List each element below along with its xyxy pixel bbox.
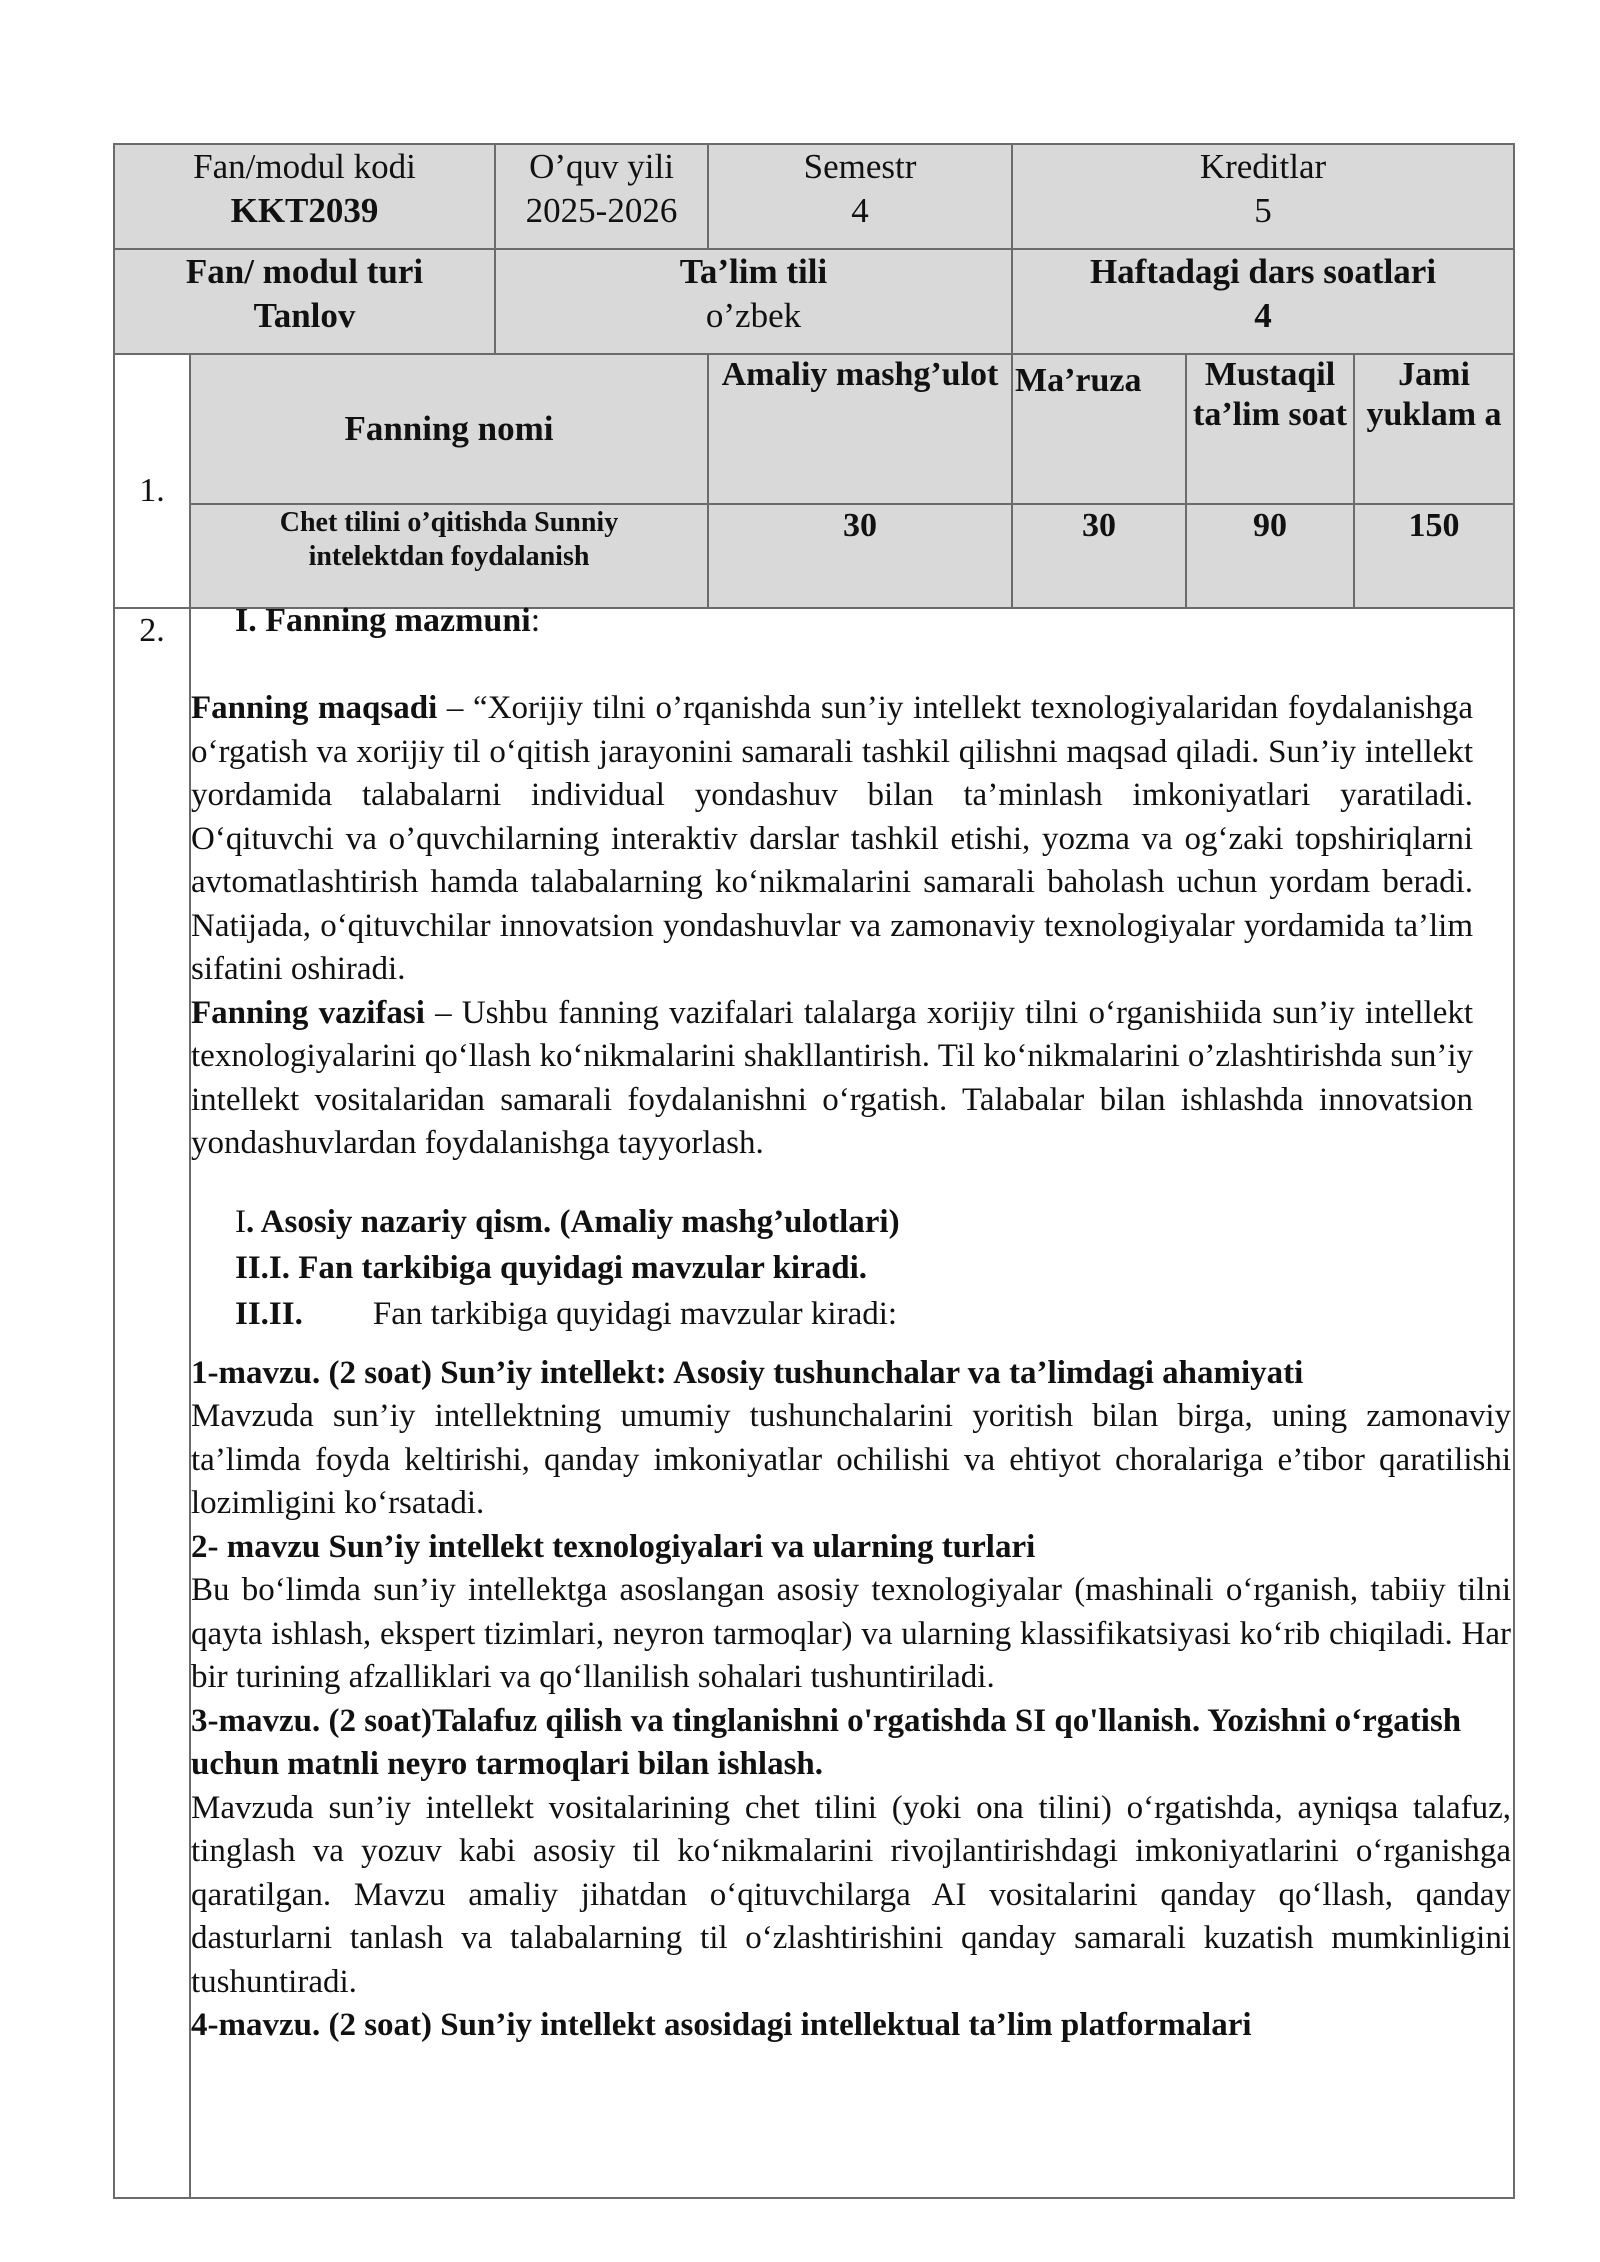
semester-label: Semestr [803,147,917,186]
subject-tasks [191,992,1473,1166]
academic-year-cell [495,144,708,249]
total-hours: 150 [1354,504,1514,608]
semester-cell [708,144,1012,249]
topic-title-1: 1-mavzu. (2 soat) Sun’iy intellekt: Asosiy tushunchalar va ta’limdagi ahamiyati [191,1354,1304,1391]
lecture-header: Ma’ruza [1012,354,1186,504]
module-type-cell [114,249,495,354]
goal-label: Fanning maqsadi [191,690,438,726]
module-type-value: Tanlov [253,296,356,335]
topics-list [191,1352,1513,2048]
subject-name: Chet tilini o’qitishda Sunniy intelektdan foydalanish [190,504,708,608]
lecture-hours: 30 [1012,504,1186,608]
topic-desc-2: Bu bo‘limda sun’iy intellektga asoslangan asosiy texnologiyalar (mashinali o‘rganish, tabiiy tilni qayta ishlash, ekspert tizimlari, neyron tarmoqlar) va ularning klassifikatsiyasi ko‘rib chiqiladi. Har bir turining afzalliklari va qo‘llanilish sohalari tushuntiriladi. [191,1572,1512,1695]
practical-header: Amaliy mashg’ulot [708,354,1012,504]
topic-desc-3: Mavzuda sun’iy intellekt vositalarining chet tilini (yoki ona tilini) o‘rgatishda, ayniqsa talafuz, tinglash va yozuv kabi asosiy til ko‘nikmalarini rivojlantirishdagi imkoniyatlarini o‘rganishga qaratilgan. Mavzu amaliy jihatdan o‘qituvchilarga AI vositalarini qanday qo‘llash, qanday dasturlarni tanlash va talabalarning til o‘zlashtirishini qanday samarali kuzatish mumkinligini tushuntiradi. [191,1789,1512,2000]
part-topics-title: II.I. Fan tarkibiga quyidagi mavzular kiradi. [235,1249,868,1286]
topic-title-3: 3-mavzu. (2 soat)Talafuz qilish va tinglanishni o'rgatishda SI qo'llanish. Yozishni o‘rgatish uchun matnli neyro tarmoqlari bilan ishlash. [191,1702,1462,1782]
independent-study-hours: 90 [1186,504,1354,608]
module-type-label: Fan/ modul turi [185,252,424,291]
language-cell [495,249,1012,354]
module-code-cell [114,144,495,249]
total-load-header: Jami yuklam a [1354,354,1514,504]
credits-value: 5 [1254,191,1272,230]
credits-cell [1012,144,1514,249]
subject-name-header: Fanning nomi [190,354,708,504]
part-topics-subtitle: II.II. Fan tarkibiga quyidagi mavzular kiradi: [235,1295,898,1332]
row-number-2: 2. [114,608,190,2198]
credits-label: Kreditlar [1199,147,1327,186]
module-code-label: Fan/modul kodi [193,147,416,186]
language-value: o’zbek [705,296,802,335]
part-theory-title: I. Asosiy nazariy qism. (Amaliy mashg’ulotlari) [235,1203,900,1240]
independent-study-header: Mustaqil ta’lim soat [1186,354,1354,504]
syllabus-table [113,143,1515,2199]
row-number-1: 1. [114,354,190,608]
subject-goal [191,687,1473,992]
content-section-title: I. Fanning mazmuni: [235,602,541,639]
goal-text: – “Xorijiy tilni o’rqanishda sun’iy intellekt texnologiyalaridan foydalanishga o‘rgatish va xorijiy til o‘qitish jarayonini samarali tashkil qilishni maqsad qiladi. Sun’iy intellekt yordamida talabalarni individual yondashuv bilan ta’minlash imkoniyatlari yaratiladi. O‘qituvchi va o’quvchilarning interaktiv darslar tashkil etishi, yozma va og‘zaki topshiriqlarni avtomatlashtirish hamda talabalarning ko‘nikmalarini samarali baholash uchun yordam beradi. Natijada, o‘qituvchilar innovatsion yondashuvlar va zamonaviy texnologiyalar yordamida ta’lim sifatini oshiradi. [191,690,1474,987]
weekly-hours-value: 4 [1254,296,1272,335]
language-label: Ta’lim tili [679,252,828,291]
task-label: Fanning vazifasi [191,994,425,1031]
practical-hours: 30 [708,504,1012,608]
topic-title-2: 2- mavzu Sun’iy intellekt texnologiyalari va ularning turlari [191,1528,1036,1565]
task-text: – Ushbu fanning vazifalari talalarga xorijiy tilni o‘rganishiida sun’iy intellekt texnologiyalarini qo‘llash ko‘nikmalarini shakllantirish. Til ko‘nikmalarini o’zlashtirishda sun’iy intellekt vositalaridan samarali foydalanishni o‘rgatish. Talabalar bilan ishlashda innovatsion yondashuvlardan foydalanishga tayyorlash. [191,994,1474,1161]
topic-desc-1: Mavzuda sun’iy intellektning umumiy tushunchalarini yoritish bilan birga, uning zamonaviy ta’limda foyda keltirishi, qanday imkoniyatlar ochilishi va ehtiyot choralariga e’tibor qaratilishi lozimligini ko‘rsatadi. [191,1398,1512,1521]
academic-year-value: 2025-2026 [525,191,678,230]
weekly-hours-label: Haftadagi dars soatlari [1089,252,1437,291]
semester-value: 4 [851,191,869,230]
module-code-value: KKT2039 [230,191,379,230]
weekly-hours-cell [1012,249,1514,354]
academic-year-label: O’quv yili [529,147,674,186]
topic-title-4: 4-mavzu. (2 soat) Sun’iy intellekt asosidagi intellektual ta’lim platformalari [191,2007,1252,2043]
subject-content-cell [190,602,1514,2198]
